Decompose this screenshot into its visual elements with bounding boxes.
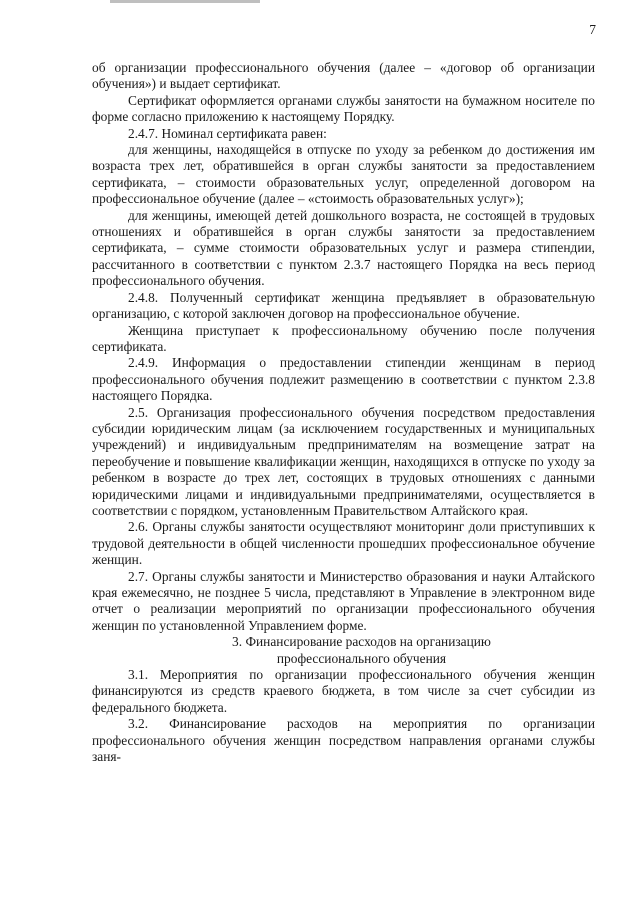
paragraph: 2.6. Органы службы занятости осуществляют мониторинг доли приступивших к трудовой деятельности в общей численности прошедших профессиональное обучение женщин. <box>92 519 595 568</box>
paragraph: 2.4.7. Номинал сертификата равен: <box>128 125 327 141</box>
document-body <box>92 60 595 765</box>
paragraph: 2.4.8. Полученный сертификат женщина предъявляет в образовательную организацию, с которой заключен договор на профессиональное обучение. <box>92 289 595 322</box>
paragraph: об организации профессионального обучения (далее – «договор об организации обучения») и выдает сертификат. <box>92 60 595 92</box>
paragraph: 3.1. Мероприятия по организации профессионального обучения женщин финансируются из средств краевого бюджета, в том числе за счет субсидии из федерального бюджета. <box>92 667 595 715</box>
page-number: 7 <box>589 22 596 37</box>
paragraph: Женщина приступает к профессиональному обучению после получения сертификата. <box>92 322 595 354</box>
paragraph: 2.5. Организация профессионального обучения посредством предоставления субсидии юридическим лицам (за исключением государственных и муниципальных учреждений) и индивидуальным предпринимателям на возмещение затрат на переобучение и повышение квалификации женщин, находящихся в отпуске по уходу за ребенком в возрасте до трех лет, состоящих в трудовых отношениях с данными юридическими лицами и индивидуальными предпринимателями, осуществляется в соответствии с порядком, установленным Правительством Алтайского края. <box>92 404 595 518</box>
paragraph: 2.7. Органы службы занятости и Министерство образования и науки Алтайского края ежемесячно, не позднее 5 числа, представляют в Управление в электронном виде отчет о реализации мероприятий по организации профессионального обучения женщин по установленной Управлением форме. <box>92 568 595 633</box>
paragraph: Сертификат оформляется органами службы занятости на бумажном носителе по форме согласно приложению к настоящему Порядку. <box>92 92 595 125</box>
paragraph: для женщины, имеющей детей дошкольного возраста, не состоящей в трудовых отношениях и обратившейся в орган службы занятости за предоставлением сертификата, – сумме стоимости образовательных услуг и размера стипендии, рассчитанного в соответствии с пунктом 2.3.7 настоящего Порядка на весь период профессионального обучения. <box>92 207 595 289</box>
paragraph: 2.4.9. Информация о предоставлении стипендии женщинам в период профессионального обучения подлежит размещению в соответствии с пунктом 2.3.8 настоящего Порядка. <box>92 355 595 404</box>
paragraph: для женщины, находящейся в отпуске по уходу за ребенком до достижения им возраста трех лет, обратившейся в орган службы занятости за предоставлением сертификата, – стоимости образовательных услуг, определенной договором на профессиональное обучение (далее – «стоимость образовательных услуг»); <box>92 142 595 207</box>
section-heading-line: профессионального обучения <box>276 650 447 666</box>
paragraph: 3.2. Финансирование расходов на мероприятия по организации профессионального обучения женщин посредством направления органами службы заня- <box>92 716 595 765</box>
scan-artifact <box>110 0 260 3</box>
section-heading-line: 3. Финансирование расходов на организацию <box>232 634 491 650</box>
section-heading <box>92 634 595 667</box>
